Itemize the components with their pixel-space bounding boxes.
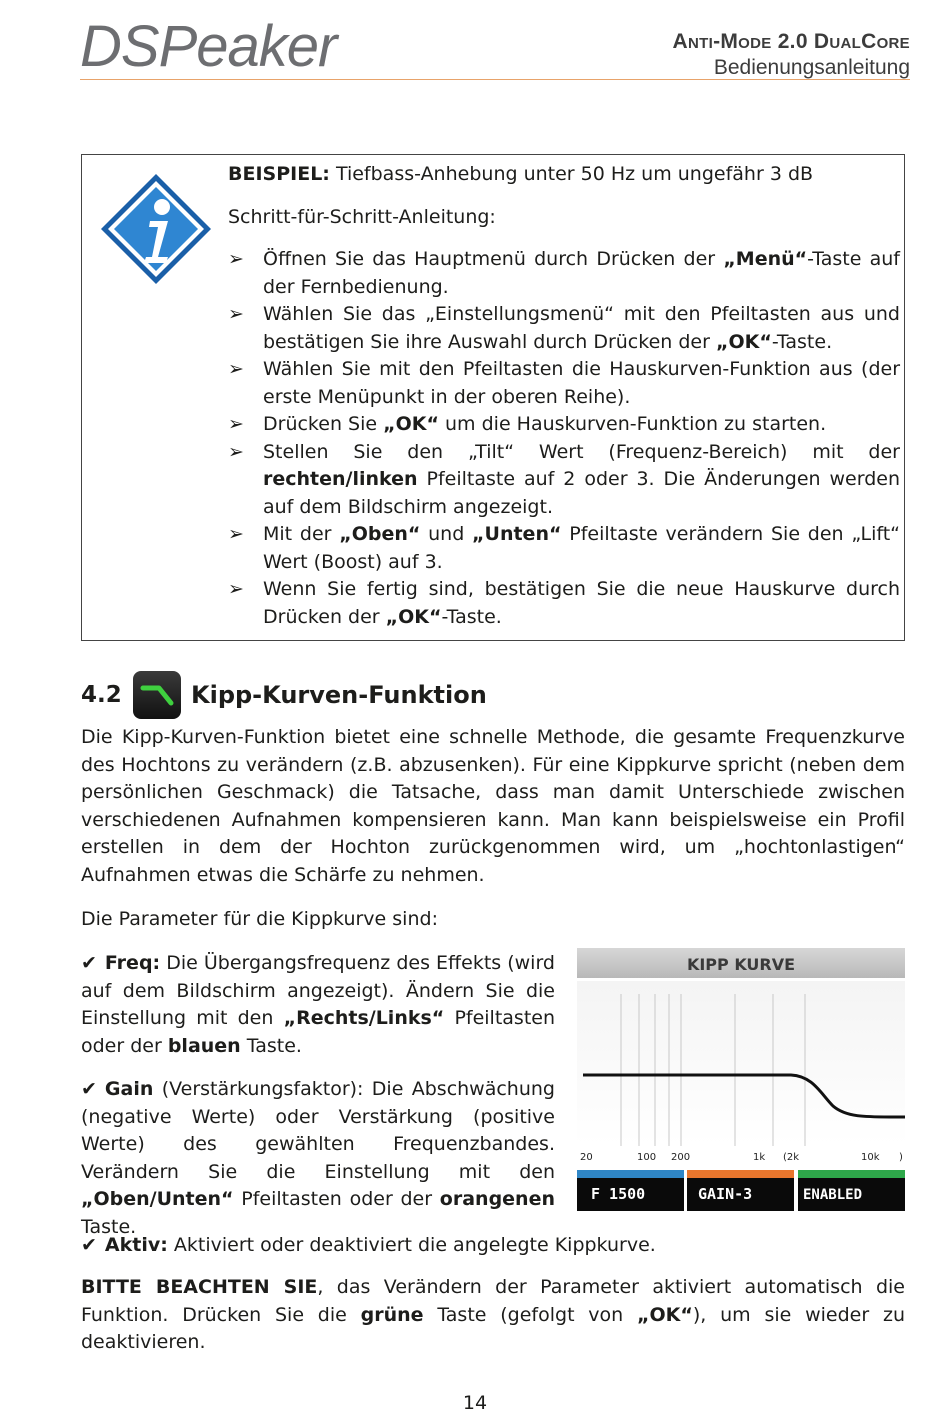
step-emphasis: „Unten“ — [472, 523, 562, 545]
step-item — [228, 576, 900, 631]
step-text: Pfeiltaste auf 2 oder 3. Die Änderungen werden auf dem Bildschirm angezeigt. — [263, 468, 900, 518]
step-emphasis: „OK“ — [385, 605, 442, 628]
arrow-bullet-icon: ➢ — [228, 523, 244, 545]
brand-logo: DSPeaker — [80, 14, 337, 79]
step-text: -Taste. — [771, 330, 833, 353]
step-item — [228, 356, 900, 411]
step-text: Pfeiltaste verändern Sie den „Lift“ Wert (Boost) auf 3. — [263, 523, 901, 573]
param-text: Taste. — [240, 1034, 302, 1057]
param-text: Die Übergangsfrequenz des Effekts (wird auf dem Bildschirm angezeigt). Ändern Sie die Einstellung mit den — [81, 952, 555, 1029]
button-label: F 1500 — [591, 1185, 646, 1203]
button-label: GAIN-3 — [698, 1185, 753, 1203]
button-label: ENABLED — [803, 1187, 863, 1203]
step-text: Drücken Sie — [263, 413, 384, 435]
param-label: Freq: — [104, 952, 161, 974]
header-divider — [80, 79, 910, 80]
step-emphasis: „Oben“ — [339, 523, 421, 545]
step-text: Stellen Sie den „Tilt“ Wert (Frequenz-Bereich) mit der — [263, 440, 900, 463]
arrow-bullet-icon: ➢ — [228, 248, 244, 270]
step-emphasis: rechten/linken — [263, 468, 418, 490]
screen-button-freq — [577, 1170, 684, 1211]
document-header — [673, 30, 910, 80]
example-lead-label: BEISPIEL: — [228, 163, 330, 185]
example-lead — [228, 161, 900, 189]
param-emphasis: „Oben/Unten“ — [81, 1188, 234, 1210]
param-label: Aktiv: — [104, 1234, 168, 1256]
arrow-bullet-icon: ➢ — [228, 413, 244, 435]
kipp-curve-screen — [577, 948, 905, 1211]
note-emphasis: grüne — [360, 1303, 424, 1326]
step-emphasis: „OK“ — [715, 330, 772, 353]
plot-area — [577, 981, 905, 1145]
step-text: Öffnen Sie das Hauptmenü durch Drücken der — [263, 248, 724, 270]
arrow-bullet-icon: ➢ — [228, 358, 244, 380]
note-text: ), um sie wieder zu deaktivieren. — [81, 1303, 905, 1353]
step-item — [228, 439, 900, 522]
step-text: und — [420, 523, 473, 545]
section-intro: Die Kipp-Kurven-Funktion bietet eine schnelle Methode, die gesamte Frequenzkurve des Hochtons zu verändern (z.B. abzusenken). Für eine Kippkurve spricht (neben dem persönlichen Geschmack) die Tatsache, dass man damit Unterschiede zwischen verschiedenen Aufnahmen kompensieren kann. Man kann beispielsweise ein Profil erstellen in dem der Hochton zurückgenommen wird, um „hochtonlastigen“ Aufnahmen etwas die Schärfe zu nehmen. — [81, 726, 905, 886]
freq-tick-label: 10k — [861, 1152, 880, 1163]
info-icon — [98, 171, 214, 287]
step-text: Mit der — [263, 523, 340, 545]
params-heading: Die Parameter für die Kippkurve sind: — [81, 908, 438, 930]
step-emphasis: „OK“ — [383, 413, 439, 435]
param-emphasis: „Rechts/Links“ — [283, 1007, 445, 1029]
freq-tick-label: 200 — [671, 1152, 691, 1163]
tilt-curve-icon — [133, 671, 181, 719]
param-text: Aktiviert oder deaktiviert die angelegte Kippkurve. — [167, 1234, 656, 1256]
steps-list — [228, 246, 900, 631]
step-emphasis: „Menü“ — [723, 248, 808, 270]
example-box — [81, 154, 905, 641]
arrow-bullet-icon: ➢ — [228, 578, 244, 600]
example-lead-text: Tiefbass-Anhebung unter 50 Hz um ungefähr 3 dB — [329, 163, 814, 185]
checkmark-icon: ✔ — [81, 1078, 97, 1100]
document-subtitle: Bedienungsanleitung — [713, 56, 910, 79]
param-freq — [81, 950, 555, 1060]
screen-button-enabled — [798, 1170, 905, 1211]
step-text: -Taste. — [441, 605, 502, 628]
example-content — [228, 161, 900, 631]
param-aktiv — [81, 1232, 905, 1260]
screen-title: KIPP KURVE — [686, 955, 796, 974]
step-item — [228, 521, 900, 576]
checkmark-icon: ✔ — [81, 1234, 97, 1256]
step-text: Wählen Sie das „Einstellungsmenü“ mit den Pfeiltasten aus und bestätigen Sie ihre Auswahl durch Drücken der — [263, 303, 900, 353]
steps-heading: Schritt-für-Schritt-Anleitung: — [228, 205, 496, 228]
button-color-strip — [798, 1170, 905, 1178]
step-text: Wählen Sie mit den Pfeiltasten die Hauskurven-Funktion aus (der erste Menüpunkt in der oberen Reihe). — [263, 358, 900, 408]
note-text: Taste (gefolgt von — [423, 1303, 638, 1326]
screen-button-gain — [687, 1170, 794, 1211]
step-text: Wenn Sie fertig sind, bestätigen Sie die neue Hauskurve durch Drücken der — [263, 578, 900, 628]
step-item — [228, 301, 900, 356]
note-emphasis: BITTE BEACHTEN SIE — [81, 1276, 318, 1298]
button-color-strip — [577, 1170, 684, 1178]
note-emphasis: „OK“ — [637, 1303, 693, 1326]
param-text: (Verstärkungsfaktor): Die Abschwächung (negative Werte) oder Verstärkung (positive Werte) des gewählten Frequenzbandes. Verändern Sie die Einstellung mit den — [81, 1078, 555, 1183]
step-item — [228, 246, 900, 301]
freq-tick-label: ) — [899, 1152, 903, 1163]
button-color-strip — [687, 1170, 794, 1178]
param-gain — [81, 1076, 555, 1241]
note-paragraph — [81, 1274, 905, 1357]
step-text: um die Hauskurven-Funktion zu starten. — [438, 413, 827, 435]
arrow-bullet-icon: ➢ — [228, 440, 244, 463]
param-label: Gain — [104, 1078, 154, 1100]
freq-tick-label: 100 — [637, 1152, 657, 1163]
step-item — [228, 411, 900, 439]
param-emphasis: orangenen — [439, 1188, 555, 1210]
section-number: 4.2 — [81, 682, 122, 708]
section-heading — [81, 670, 487, 720]
freq-tick-label: 1k — [753, 1152, 766, 1163]
freq-tick-label: 20 — [580, 1152, 593, 1163]
note-text: , das Verändern der Parameter aktiviert automatisch die Funktion. Drücken Sie die — [81, 1276, 905, 1326]
param-text: Taste. — [81, 1215, 137, 1238]
param-emphasis: blauen — [167, 1034, 241, 1057]
section-title: Kipp-Kurven-Funktion — [191, 681, 487, 709]
product-title: Anti-Mode 2.0 DualCore — [672, 30, 910, 53]
checkmark-icon: ✔ — [81, 952, 97, 974]
arrow-bullet-icon: ➢ — [228, 303, 244, 325]
page-number: 14 — [462, 1392, 488, 1414]
freq-tick-label: (2k — [783, 1152, 800, 1163]
param-text: Pfeiltasten oder der — [81, 1007, 556, 1057]
param-text: Pfeiltasten oder der — [233, 1188, 440, 1210]
step-text: -Taste auf der Fernbedienung. — [263, 248, 900, 298]
